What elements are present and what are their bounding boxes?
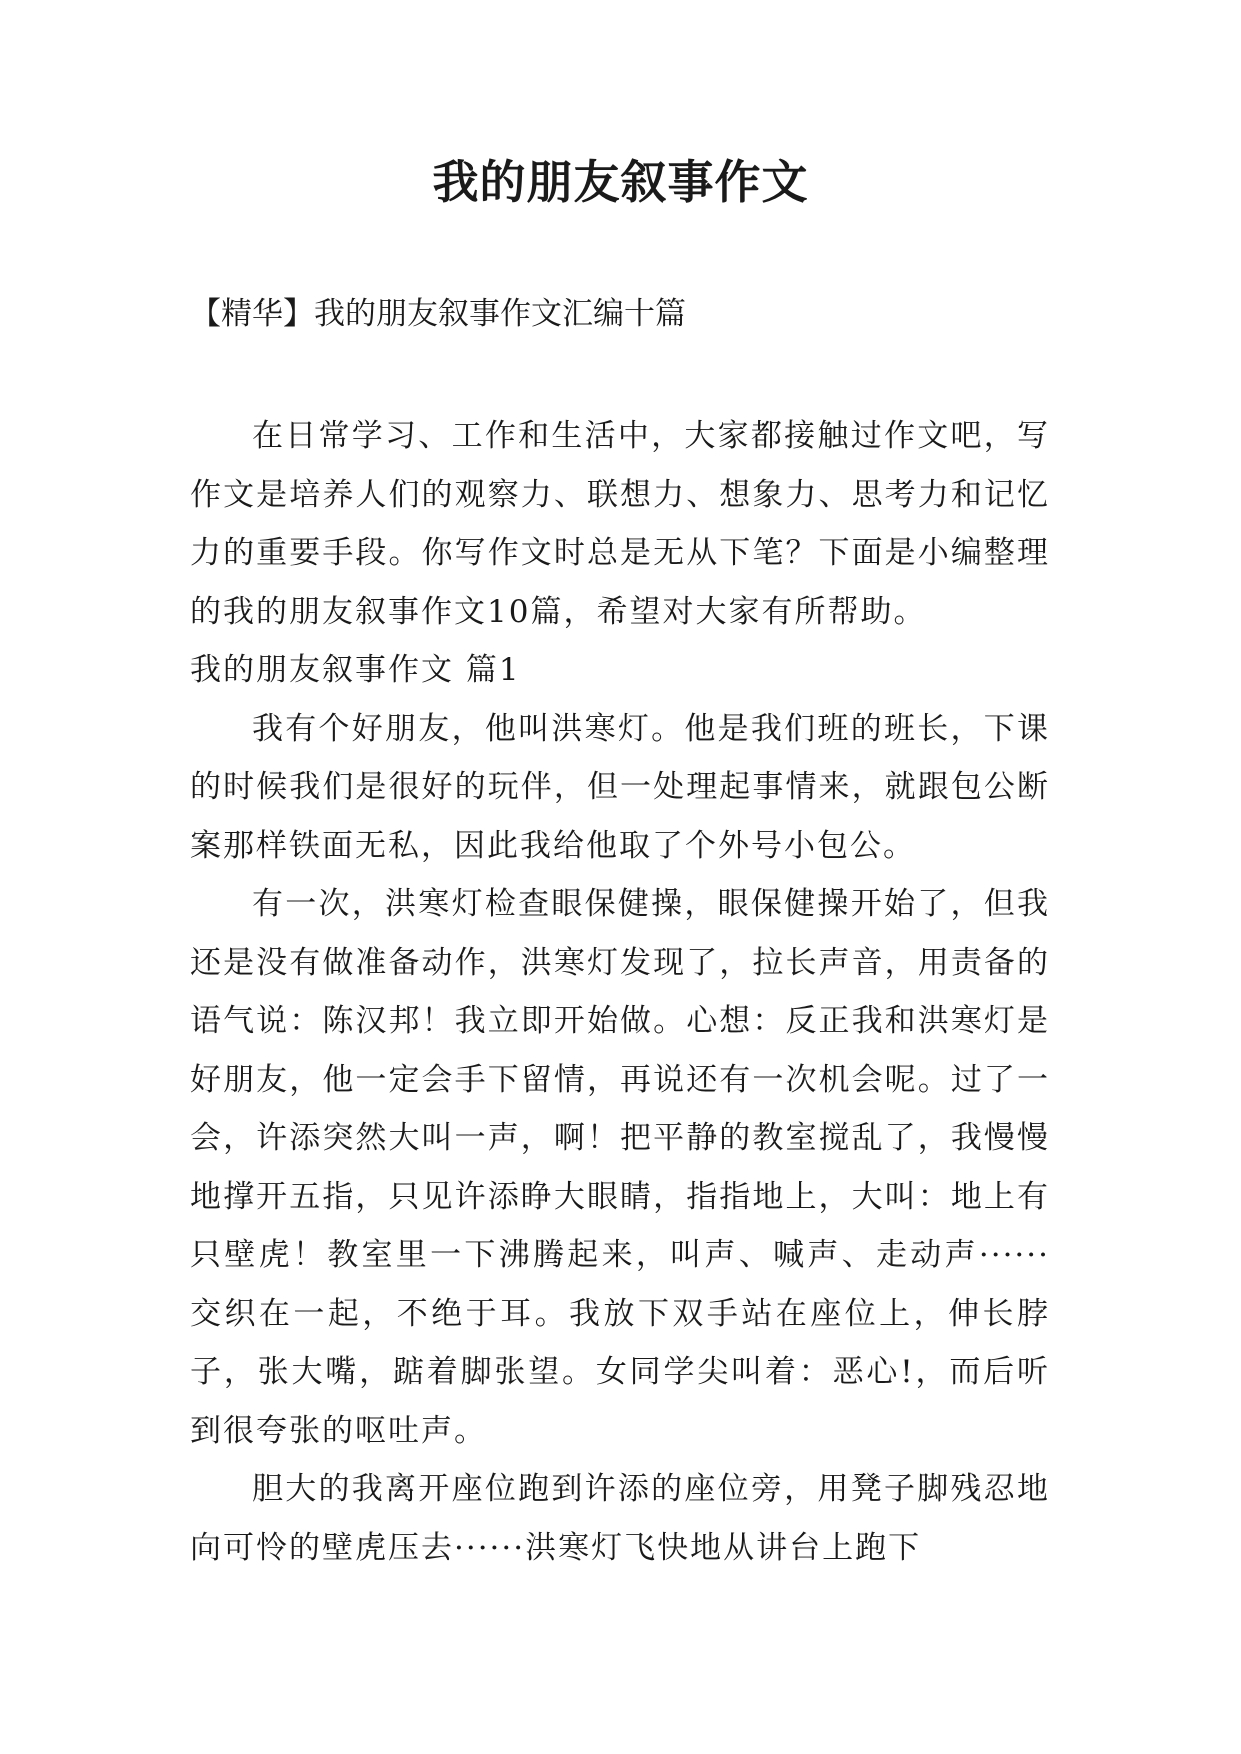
section-heading: 我的朋友叙事作文 篇1: [190, 652, 521, 688]
document-body: [190, 407, 1050, 1577]
body-paragraph: 有一次，洪寒灯检查眼保健操，眼保健操开始了，但我还是没有做准备动作，洪寒灯发现了，拉长声音，用责备的语气说：陈汉邦！我立即开始做。心想：反正我和洪寒灯是好朋友，他一定会手下留情，再说还有一次机会呢。过了一会，许添突然大叫一声，啊！把平静的教室搅乱了，我慢慢地撑开五指，只见许添睁大眼睛，指指地上，大叫：地上有只壁虎！教室里一下沸腾起来，叫声、喊声、走动声······交织在一起，不绝于耳。我放下双手站在座位上，伸长脖子，张大嘴，踮着脚张望。女同学尖叫着：恶心!，而后听到很夸张的呕吐声。: [190, 886, 1050, 1449]
body-paragraph: 胆大的我离开座位跑到许添的座位旁，用凳子脚残忍地向可怜的壁虎压去······洪寒灯飞快地从讲台上跑下: [190, 1471, 1050, 1566]
document-subtitle: 【精华】我的朋友叙事作文汇编十篇: [190, 296, 686, 332]
document-title: 我的朋友叙事作文: [432, 155, 809, 209]
intro-paragraph: 在日常学习、工作和生活中，大家都接触过作文吧，写作文是培养人们的观察力、联想力、想象力、思考力和记忆力的重要手段。你写作文时总是无从下笔？下面是小编整理的我的朋友叙事作文10篇，希望对大家有所帮助。: [190, 418, 1050, 630]
body-paragraph: 我有个好朋友，他叫洪寒灯。他是我们班的班长，下课的时候我们是很好的玩伴，但一处理起事情来，就跟包公断案那样铁面无私，因此我给他取了个外号小包公。: [190, 710, 1050, 864]
